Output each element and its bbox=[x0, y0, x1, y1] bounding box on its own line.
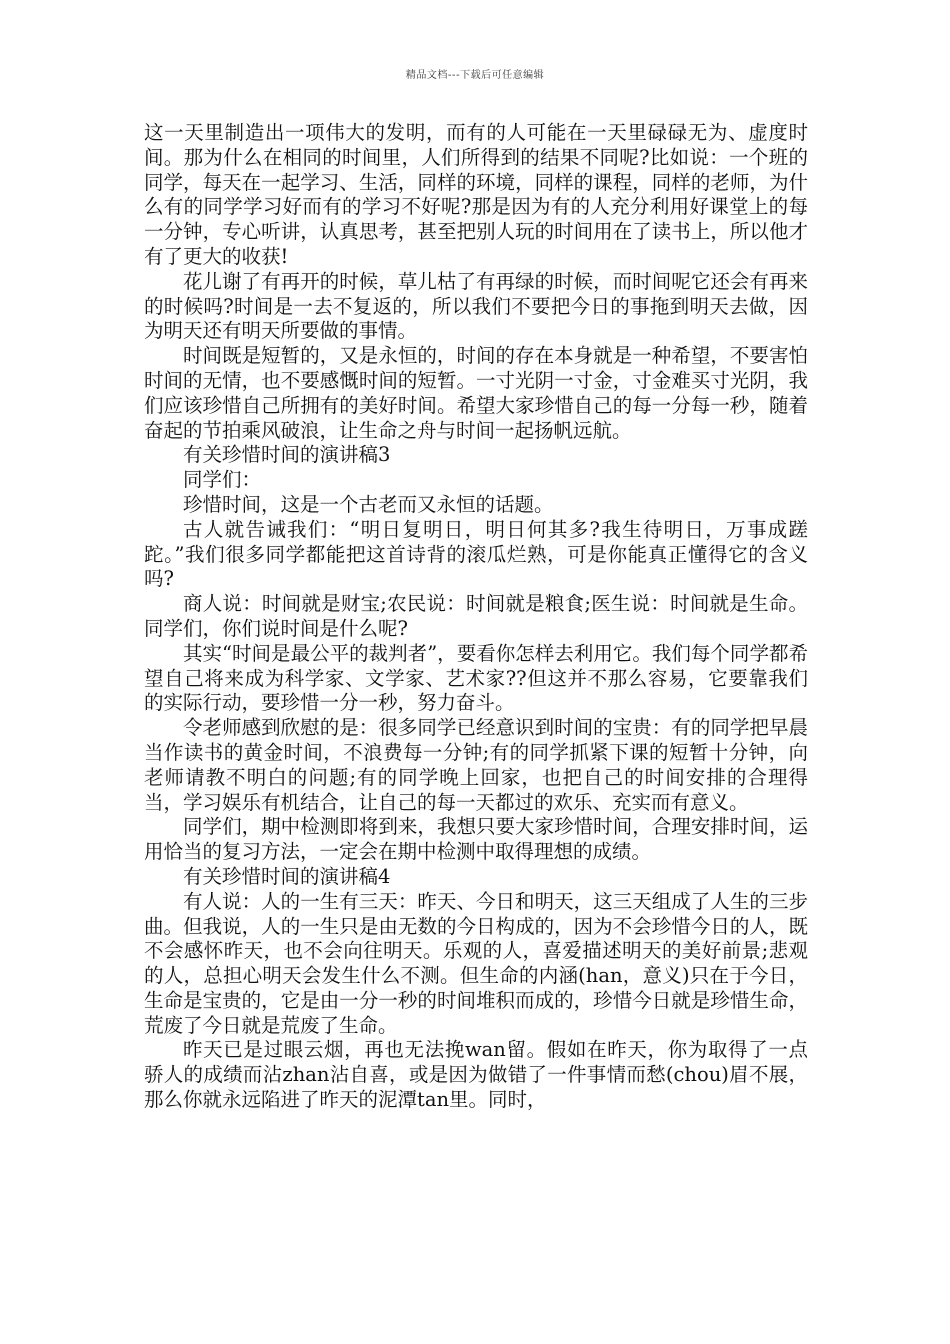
paragraph: 古人就告诫我们：“明日复明日，明日何其多?我生待明日，万事成蹉跎。”我们很多同学都能把这首诗背的滚瓜烂熟，可是你能真正懂得它的含义吗? bbox=[144, 517, 808, 591]
paragraph: 同学们，期中检测即将到来，我想只要大家珍惜时间，合理安排时间，运用恰当的复习方法，一定会在期中检测中取得理想的成绩。 bbox=[144, 815, 808, 864]
paragraph: 花儿谢了有再开的时候，草儿枯了有再绿的时候，而时间呢它还会有再来的时候吗?时间是一去不复返的，所以我们不要把今日的事拖到明天去做，因为明天还有明天所要做的事情。 bbox=[144, 269, 808, 343]
paragraph: 时间既是短暂的，又是永恒的，时间的存在本身就是一种希望，不要害怕时间的无情，也不要感慨时间的短暂。一寸光阴一寸金，寸金难买寸光阴，我们应该珍惜自己所拥有的美好时间。希望大家珍惜自己的每一分每一秒，随着奋起的节拍乘风破浪，让生命之舟与时间一起扬帆远航。 bbox=[144, 344, 808, 442]
paragraph: 商人说：时间就是财宝;农民说：时间就是粮食;医生说：时间就是生命。同学们，你们说时间是什么呢? bbox=[144, 592, 808, 640]
paragraph: 有关珍惜时间的演讲稿3 bbox=[183, 443, 391, 467]
paragraph: 令老师感到欣慰的是：很多同学已经意识到时间的宝贵：有的同学把早晨当作读书的黄金时间，不浪费每一分钟;有的同学抓紧下课的短暂十分钟，向老师请教不明白的问题;有的同学晚上回家，也把自己的时间安排的合理得当，学习娱乐有机结合，让自己的每一天都过的欢乐、充实而有意义。 bbox=[144, 716, 808, 814]
page-header: 精品文档---下载后可任意编辑 bbox=[405, 70, 545, 81]
paragraph: 有人说：人的一生有三天：昨天、今日和明天，这三天组成了人生的三步曲。但我说，人的一生只是由无数的今日构成的，因为不会珍惜今日的人，既不会感怀昨天，也不会向往明天。乐观的人，喜爱描述明天的美好前景;悲观的人，总担心明天会发生什么不测。但生命的内涵(han，意义)只在于今日，生命是宝贵的，它是由一分一秒的时间堆积而成的，珍惜今日就是珍惜生命，荒废了今日就是荒废了生命。 bbox=[144, 889, 808, 1037]
paragraph: 珍惜时间，这是一个古老而又永恒的话题。 bbox=[183, 492, 554, 516]
paragraph: 同学们： bbox=[183, 468, 262, 492]
paragraph: 这一天里制造出一项伟大的发明，而有的人可能在一天里碌碌无为、虚度时间。那为什么在相同的时间里，人们所得到的结果不同呢?比如说：一个班的同学，每天在一起学习、生活，同样的环境，同样的课程，同样的老师，为什么有的同学学习好而有的学习不好呢?那是因为有的人充分利用好课堂上的每一分钟，专心听讲，认真思考，甚至把别人玩的时间用在了读书上，所以他才有了更大的收获! bbox=[144, 121, 808, 268]
paragraph: 昨天已是过眼云烟，再也无法挽wan留。假如在昨天，你为取得了一点骄人的成绩而沾zhan沾自喜，或是因为做错了一件事情而愁(chou)眉不展，那么你就永远陷进了昨天的泥潭tan里。同时， bbox=[144, 1038, 808, 1112]
paragraph: 其实“时间是最公平的裁判者”，要看你怎样去利用它。我们每个同学都希望自己将来成为科学家、文学家、艺术家??但这并不那么容易，它要靠我们的实际行动，要珍惜一分一秒，努力奋斗。 bbox=[144, 641, 808, 715]
paragraph: 有关珍惜时间的演讲稿4 bbox=[183, 864, 391, 888]
document-body bbox=[144, 121, 808, 1113]
